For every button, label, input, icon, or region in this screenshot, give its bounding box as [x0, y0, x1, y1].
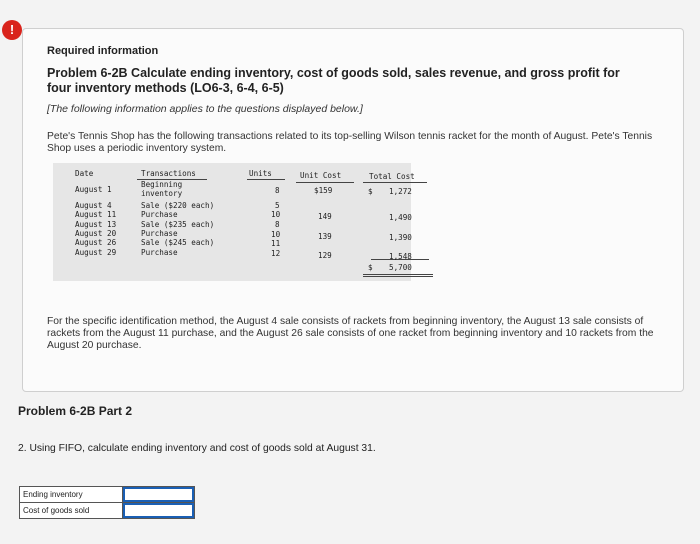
ledger-date: August 13: [75, 220, 117, 229]
ledger-date: August 26: [75, 238, 117, 247]
col-transactions: Transactions: [141, 169, 196, 178]
ledger-date: August 11: [75, 210, 117, 219]
ending-inventory-label: Ending inventory: [20, 487, 123, 503]
col-total-cost: Total Cost: [369, 172, 415, 181]
col-units: Units: [249, 169, 272, 178]
ledger-units: 11: [271, 239, 281, 248]
fifo-answer-table: [19, 486, 195, 519]
table-row: [20, 503, 195, 519]
ledger-transaction: Purchase: [141, 229, 178, 238]
ledger-date: August 29: [75, 248, 117, 257]
ledger-unit-cost: $159: [314, 186, 333, 195]
col-unit-cost: Unit Cost: [300, 171, 342, 180]
specific-identification-text: For the specific identification method, the August 4 sale consists of rackets from beginning inventory, the August 13 sale consists of rackets from the August 11 purchase, and the August 26 sale consists of one racket from beginning inventory and 10 rackets from the August 20 purchase.: [47, 316, 654, 351]
ledger-transaction: inventory: [141, 189, 183, 198]
ledger-units: 8: [275, 186, 280, 195]
required-information-panel: [22, 28, 684, 392]
ledger-transaction: Sale ($220 each): [141, 201, 215, 210]
ledger-units: 10: [271, 210, 281, 219]
ledger-transaction: Sale ($235 each): [141, 220, 215, 229]
cogs-label: Cost of goods sold: [20, 503, 123, 519]
required-info-heading: Required information: [47, 45, 159, 57]
ledger-transaction: Purchase: [141, 210, 178, 219]
ledger-transaction: Sale ($245 each): [141, 238, 215, 247]
cogs-input[interactable]: [123, 503, 194, 518]
ending-inventory-input[interactable]: [123, 487, 194, 502]
question-text: 2. Using FIFO, calculate ending inventory and cost of goods sold at August 31.: [18, 443, 376, 454]
ledger-total-cost: 1,272: [389, 187, 412, 196]
ledger-units: 8: [275, 220, 280, 229]
table-row: [20, 487, 195, 503]
col-date: Date: [75, 169, 94, 178]
ledger-transaction: Beginning: [141, 180, 183, 189]
ledger-unit-cost: 149: [318, 212, 332, 221]
ledger-units: 12: [271, 249, 281, 258]
ledger-date: August 1: [75, 185, 112, 194]
ledger-total-dollar: $: [368, 263, 373, 272]
ledger-total-cost: 1,490: [389, 213, 412, 222]
alert-icon: !: [2, 20, 22, 40]
ledger-unit-cost: 129: [318, 251, 332, 260]
ledger-units: 10: [271, 230, 281, 239]
ledger-total-cost: 1,548: [389, 252, 412, 261]
ledger-date: August 4: [75, 201, 112, 210]
ledger-dollar: $: [368, 187, 373, 196]
part-title: Problem 6-2B Part 2: [18, 404, 133, 418]
ledger-grand-total: 5,700: [389, 263, 412, 272]
transactions-table: [53, 163, 415, 281]
applies-note: [The following information applies to the questions displayed below.]: [47, 103, 363, 115]
ledger-units: 5: [275, 201, 280, 210]
intro-text: Pete's Tennis Shop has the following transactions related to its top-selling Wilson tennis racket for the month of August. Pete's Tennis Shop uses a periodic inventory system.: [47, 131, 653, 154]
problem-title: Problem 6-2B Calculate ending inventory, cost of goods sold, sales revenue, and gross profit for four inventory methods (LO6-3, 6-4, 6-5): [47, 66, 620, 95]
ledger-date: August 20: [75, 229, 117, 238]
ledger-total-cost: 1,390: [389, 233, 412, 242]
ledger-transaction: Purchase: [141, 248, 178, 257]
ledger-unit-cost: 139: [318, 232, 332, 241]
